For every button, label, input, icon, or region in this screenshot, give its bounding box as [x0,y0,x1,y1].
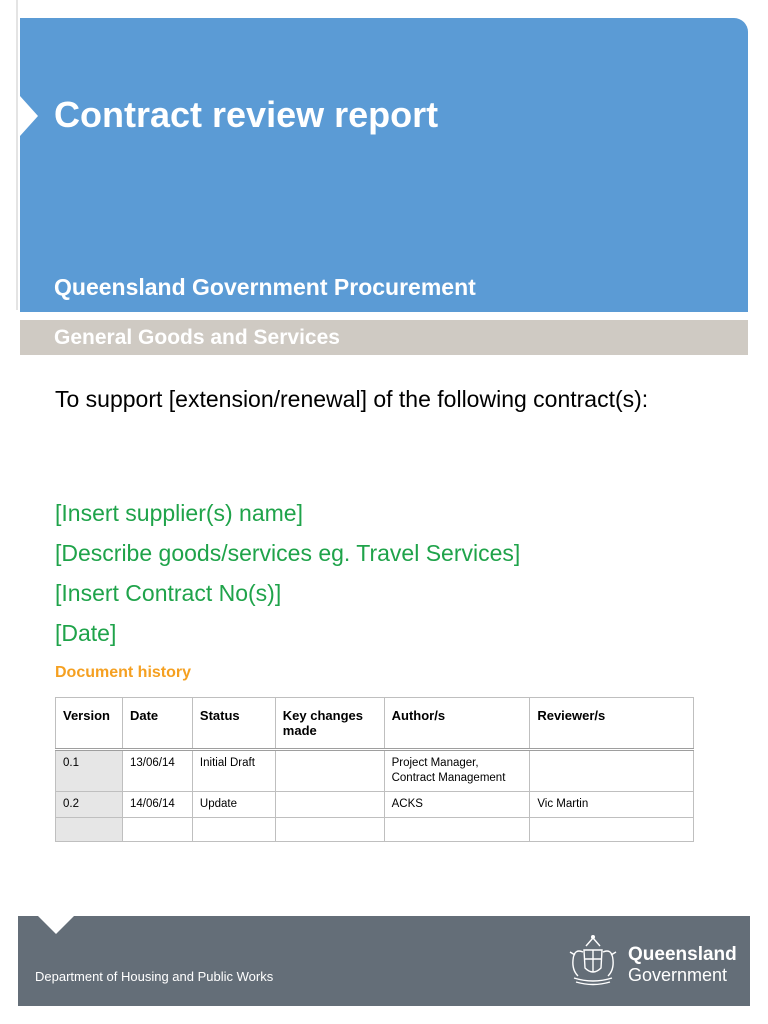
cell-status [192,818,275,842]
category-label: General Goods and Services [54,326,340,349]
cell-status: Update [192,792,275,818]
page-subtitle: Queensland Government Procurement [54,274,476,300]
cell-key-changes [275,818,384,842]
table-row [56,818,694,842]
placeholder-contract-no: [Insert Contract No(s)] [55,580,282,606]
footer-notch [38,916,74,934]
cell-status: Initial Draft [192,750,275,792]
page-title: Contract review report [54,94,439,135]
cell-reviewers: Vic Martin [530,792,694,818]
queensland-wordmark: Queensland [628,944,737,965]
placeholder-supplier: [Insert supplier(s) name] [55,500,303,526]
cell-authors: Project Manager, Contract Management [384,750,530,792]
column-header-version: Version [56,698,123,750]
table-header-row [56,698,694,750]
government-wordmark: Government [628,965,728,985]
intro-text: To support [extension/renewal] of the following contract(s): [55,386,649,412]
column-header-date: Date [122,698,192,750]
column-header-status: Status [192,698,275,750]
table-row [56,750,694,792]
cell-version: 0.2 [56,792,123,818]
page-footer [18,916,750,1006]
column-header-authors: Author/s [384,698,530,750]
cell-key-changes [275,792,384,818]
cell-date [122,818,192,842]
cell-date: 13/06/14 [122,750,192,792]
department-name: Department of Housing and Public Works [35,969,274,984]
column-header-reviewers: Reviewer/s [530,698,694,750]
cell-date: 14/06/14 [122,792,192,818]
left-margin-rule [16,0,18,310]
cell-version [56,818,123,842]
placeholder-list [55,493,520,653]
banner-notch [20,96,38,136]
table-row [56,792,694,818]
queensland-crest-icon [564,932,622,988]
cell-reviewers [530,750,694,792]
placeholder-date: [Date] [55,620,117,646]
column-header-key-changes: Key changes made [275,698,384,750]
category-band [20,320,748,355]
cell-key-changes [275,750,384,792]
document-history-table [55,697,694,842]
cell-version: 0.1 [56,750,123,792]
cover-banner [20,18,748,312]
cell-authors [384,818,530,842]
placeholder-goods-services: [Describe goods/services eg. Travel Services] [55,540,521,566]
cell-reviewers [530,818,694,842]
document-history-heading: Document history [55,664,192,681]
cell-authors: ACKS [384,792,530,818]
